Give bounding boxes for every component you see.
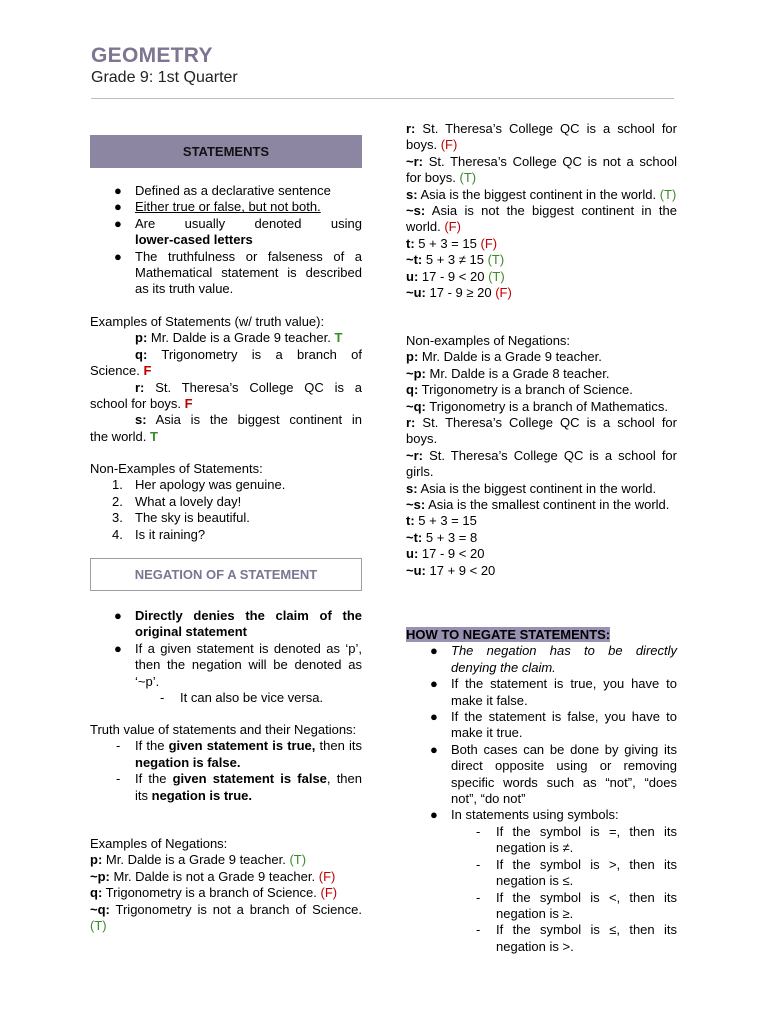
negation-bullets [90, 608, 362, 706]
list-item: 4. Is it raining? [112, 526, 206, 542]
list-item: s: Asia is the biggest continent in the world. [406, 480, 657, 496]
list-item: - If the symbol is =, then its negation is ≠. [476, 823, 677, 856]
list-item: r: St. Theresa’s College QC is a school for boys. [406, 415, 677, 447]
truth-value-section [90, 722, 362, 804]
list-item: u: 17 - 9 < 20 [406, 546, 485, 562]
neg-example: ~p: Mr. Dalde is not a Grade 9 teacher. (F) [90, 868, 336, 884]
neg-example: u: 17 - 9 < 20 (T) [406, 268, 505, 284]
example-r: r: St. Theresa’s College QC is a school for boys. F [90, 379, 362, 412]
left-column [90, 0, 362, 1024]
right-examples [406, 121, 677, 301]
example-p: p: Mr. Dalde is a Grade 9 teacher. T [135, 330, 343, 346]
list-item: ● Directly denies the claim of the original statement [114, 608, 362, 640]
list-item: p: Mr. Dalde is a Grade 9 teacher. [406, 349, 602, 365]
list-item: ● If the statement is false, you have to make it true. [430, 709, 677, 741]
example-s: s: Asia is the biggest continent in the world. T [90, 412, 363, 444]
list-item: - If the symbol is <, then its negation is ≥. [476, 889, 677, 921]
list-item: - If the symbol is >, then its negation is ≤. [476, 856, 677, 889]
neg-example: ~s: Asia is not the biggest continent in the world. (F) [406, 203, 677, 235]
list-item: - If the symbol is ≤, then its negation is >. [476, 922, 677, 954]
list-item: ● Both cases can be done by giving its direct opposite using or removing specific words such as “not”, “does not”, “do not” [430, 741, 677, 807]
neg-example: t: 5 + 3 = 15 (F) [406, 235, 498, 251]
list-item: ● The truthfulness or falseness of a Mathematical statement is described as its truth value. [114, 248, 362, 297]
list-item: ● If a given statement is denoted as ‘p’, then the negation will be denoted as ‘~p’. [114, 640, 362, 689]
list-item: ● Are usually denoted using lower-cased letters [114, 215, 362, 248]
right-column [406, 0, 677, 1024]
truth-label: Truth value of statements and their Negations: [90, 722, 357, 737]
list-item: ~s: Asia is the smallest continent in the world. [406, 497, 670, 513]
how-heading: HOW TO NEGATE STATEMENTS: [406, 627, 611, 642]
document-subtitle: Grade 9: 1st Quarter [91, 69, 238, 86]
nonexamples-label: Non-Examples of Statements: [90, 461, 263, 476]
list-item: t: 5 + 3 = 15 [406, 513, 477, 529]
list-item: ● Defined as a declarative sentence [114, 183, 331, 198]
list-item: ● In statements using symbols: [430, 807, 619, 823]
neg-example: r: St. Theresa’s College QC is a school for boys. (F) [406, 121, 677, 153]
list-item: ~u: 17 + 9 < 20 [406, 562, 496, 578]
negation-heading: NEGATION OF A STATEMENT [134, 567, 318, 582]
list-item: ~p: Mr. Dalde is a Grade 8 teacher. [406, 365, 610, 381]
statements-heading: STATEMENTS [182, 144, 270, 159]
list-item: ~q: Trigonometry is a branch of Mathematics. [406, 398, 668, 414]
list-item: ● The negation has to be directly denying the claim. [430, 643, 677, 675]
nonneg-label: Non-examples of Negations: [406, 333, 571, 348]
list-item: ● Either true or false, but not both. [114, 199, 321, 215]
neg-example: s: Asia is the biggest continent in the world. (T) [406, 186, 677, 202]
negation-heading-box [90, 558, 362, 591]
list-item: ● If the statement is true, you have to make it false. [430, 676, 677, 708]
how-to-negate [406, 627, 677, 955]
list-item: - If the given statement is false, then its negation is true. [116, 771, 362, 803]
list-item: - If the given statement is true, then its negation is false. [116, 738, 362, 770]
neg-example: ~t: 5 + 3 ≠ 15 (T) [406, 252, 505, 268]
statements-bullets [90, 183, 362, 298]
neg-example: ~q: Trigonometry is not a branch of Science. (T) [90, 901, 362, 934]
example-q: q: Trigonometry is a branch of Science. F [90, 346, 362, 379]
list-item: q: Trigonometry is a branch of Science. [406, 382, 633, 398]
list-item: - It can also be vice versa. [160, 690, 324, 706]
examples-of-statements [90, 314, 362, 445]
document-title: GEOMETRY [91, 44, 213, 67]
list-item: 3. The sky is beautiful. [112, 510, 250, 526]
neg-example: q: Trigonometry is a branch of Science. (F) [90, 885, 338, 901]
list-item: 1. Her apology was genuine. [112, 477, 286, 493]
neg-examples-label: Examples of Negations: [90, 836, 228, 851]
examples-of-negations [90, 836, 362, 934]
nonexamples-of-negations [406, 333, 677, 579]
examples-label: Examples of Statements (w/ truth value): [90, 314, 325, 329]
neg-example: p: Mr. Dalde is a Grade 9 teacher. (T) [90, 852, 307, 868]
list-item: ~r: St. Theresa’s College QC is a school for girls. [406, 447, 677, 480]
neg-example: ~r: St. Theresa’s College QC is not a school for boys. (T) [406, 153, 677, 186]
nonexamples-of-statements [90, 461, 362, 543]
list-item: 2. What a lovely day! [112, 493, 242, 509]
list-item: ~t: 5 + 3 = 8 [406, 529, 478, 545]
neg-example: ~u: 17 - 9 ≥ 20 (F) [406, 285, 512, 301]
